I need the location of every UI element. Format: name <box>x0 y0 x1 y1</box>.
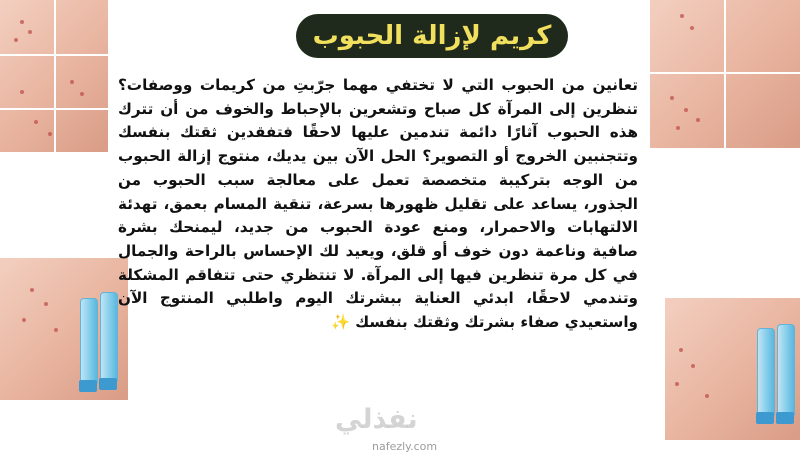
title-banner <box>296 14 568 58</box>
watermark-logo: نفذلي <box>335 404 418 435</box>
watermark-url: nafezly.com <box>372 440 438 453</box>
cream-tube-icon <box>80 298 98 384</box>
tube-cap-icon <box>79 380 97 392</box>
product-photo-left <box>0 258 128 400</box>
tube-cap-icon <box>99 378 117 390</box>
product-description: تعانين من الحبوب التي لا تختفي مهما جرّبتِ من كريمات ووصفات؟ تنظرين إلى المرآة كل صباح وتشعرين بالإحباط والخوف من أن تترك هذه الحبوب آثارًا دائمة تندمين عليها لاحقًا فتفقدين ثقتك بنفسك وتتجنبين الخروج أو التصوير؟ الحل الآن بين يديك، منتوج إزالة الحبوب من الوجه بتركيبة متخصصة تعمل على معالجة سبب الحبوب من الجذور، يساعد على تقليل ظهورها بسرعة، تنقية المسام بعمق، تهدئة الالتهابات والاحمرار، ومنع عودة الحبوب من جديد، ليمنحك بشرة صافية وناعمة دون خوف أو قلق، ويعيد لك الإحساس بالراحة والجمال في كل مرة تنظرين فيها إلى المرآة. لا تنتظري حتى تتفاقم المشكلة وتندمي لاحقًا، ابدئي العناية ببشرتك اليوم واطلبي المنتوج الآن واستعيدي صفاء بشرتك وثقتك بنفسك ✨ <box>118 76 638 332</box>
cream-tube-icon <box>100 292 118 382</box>
tube-cap-icon <box>756 412 774 424</box>
tube-cap-icon <box>776 412 794 424</box>
product-photo-right <box>665 298 800 440</box>
cream-tube-icon <box>777 324 795 416</box>
page-title: كريم لإزالة الحبوب <box>312 21 552 51</box>
acne-before-after-grid-right <box>650 0 800 148</box>
acne-before-after-grid-left <box>0 0 108 152</box>
cream-tube-icon <box>757 328 775 416</box>
